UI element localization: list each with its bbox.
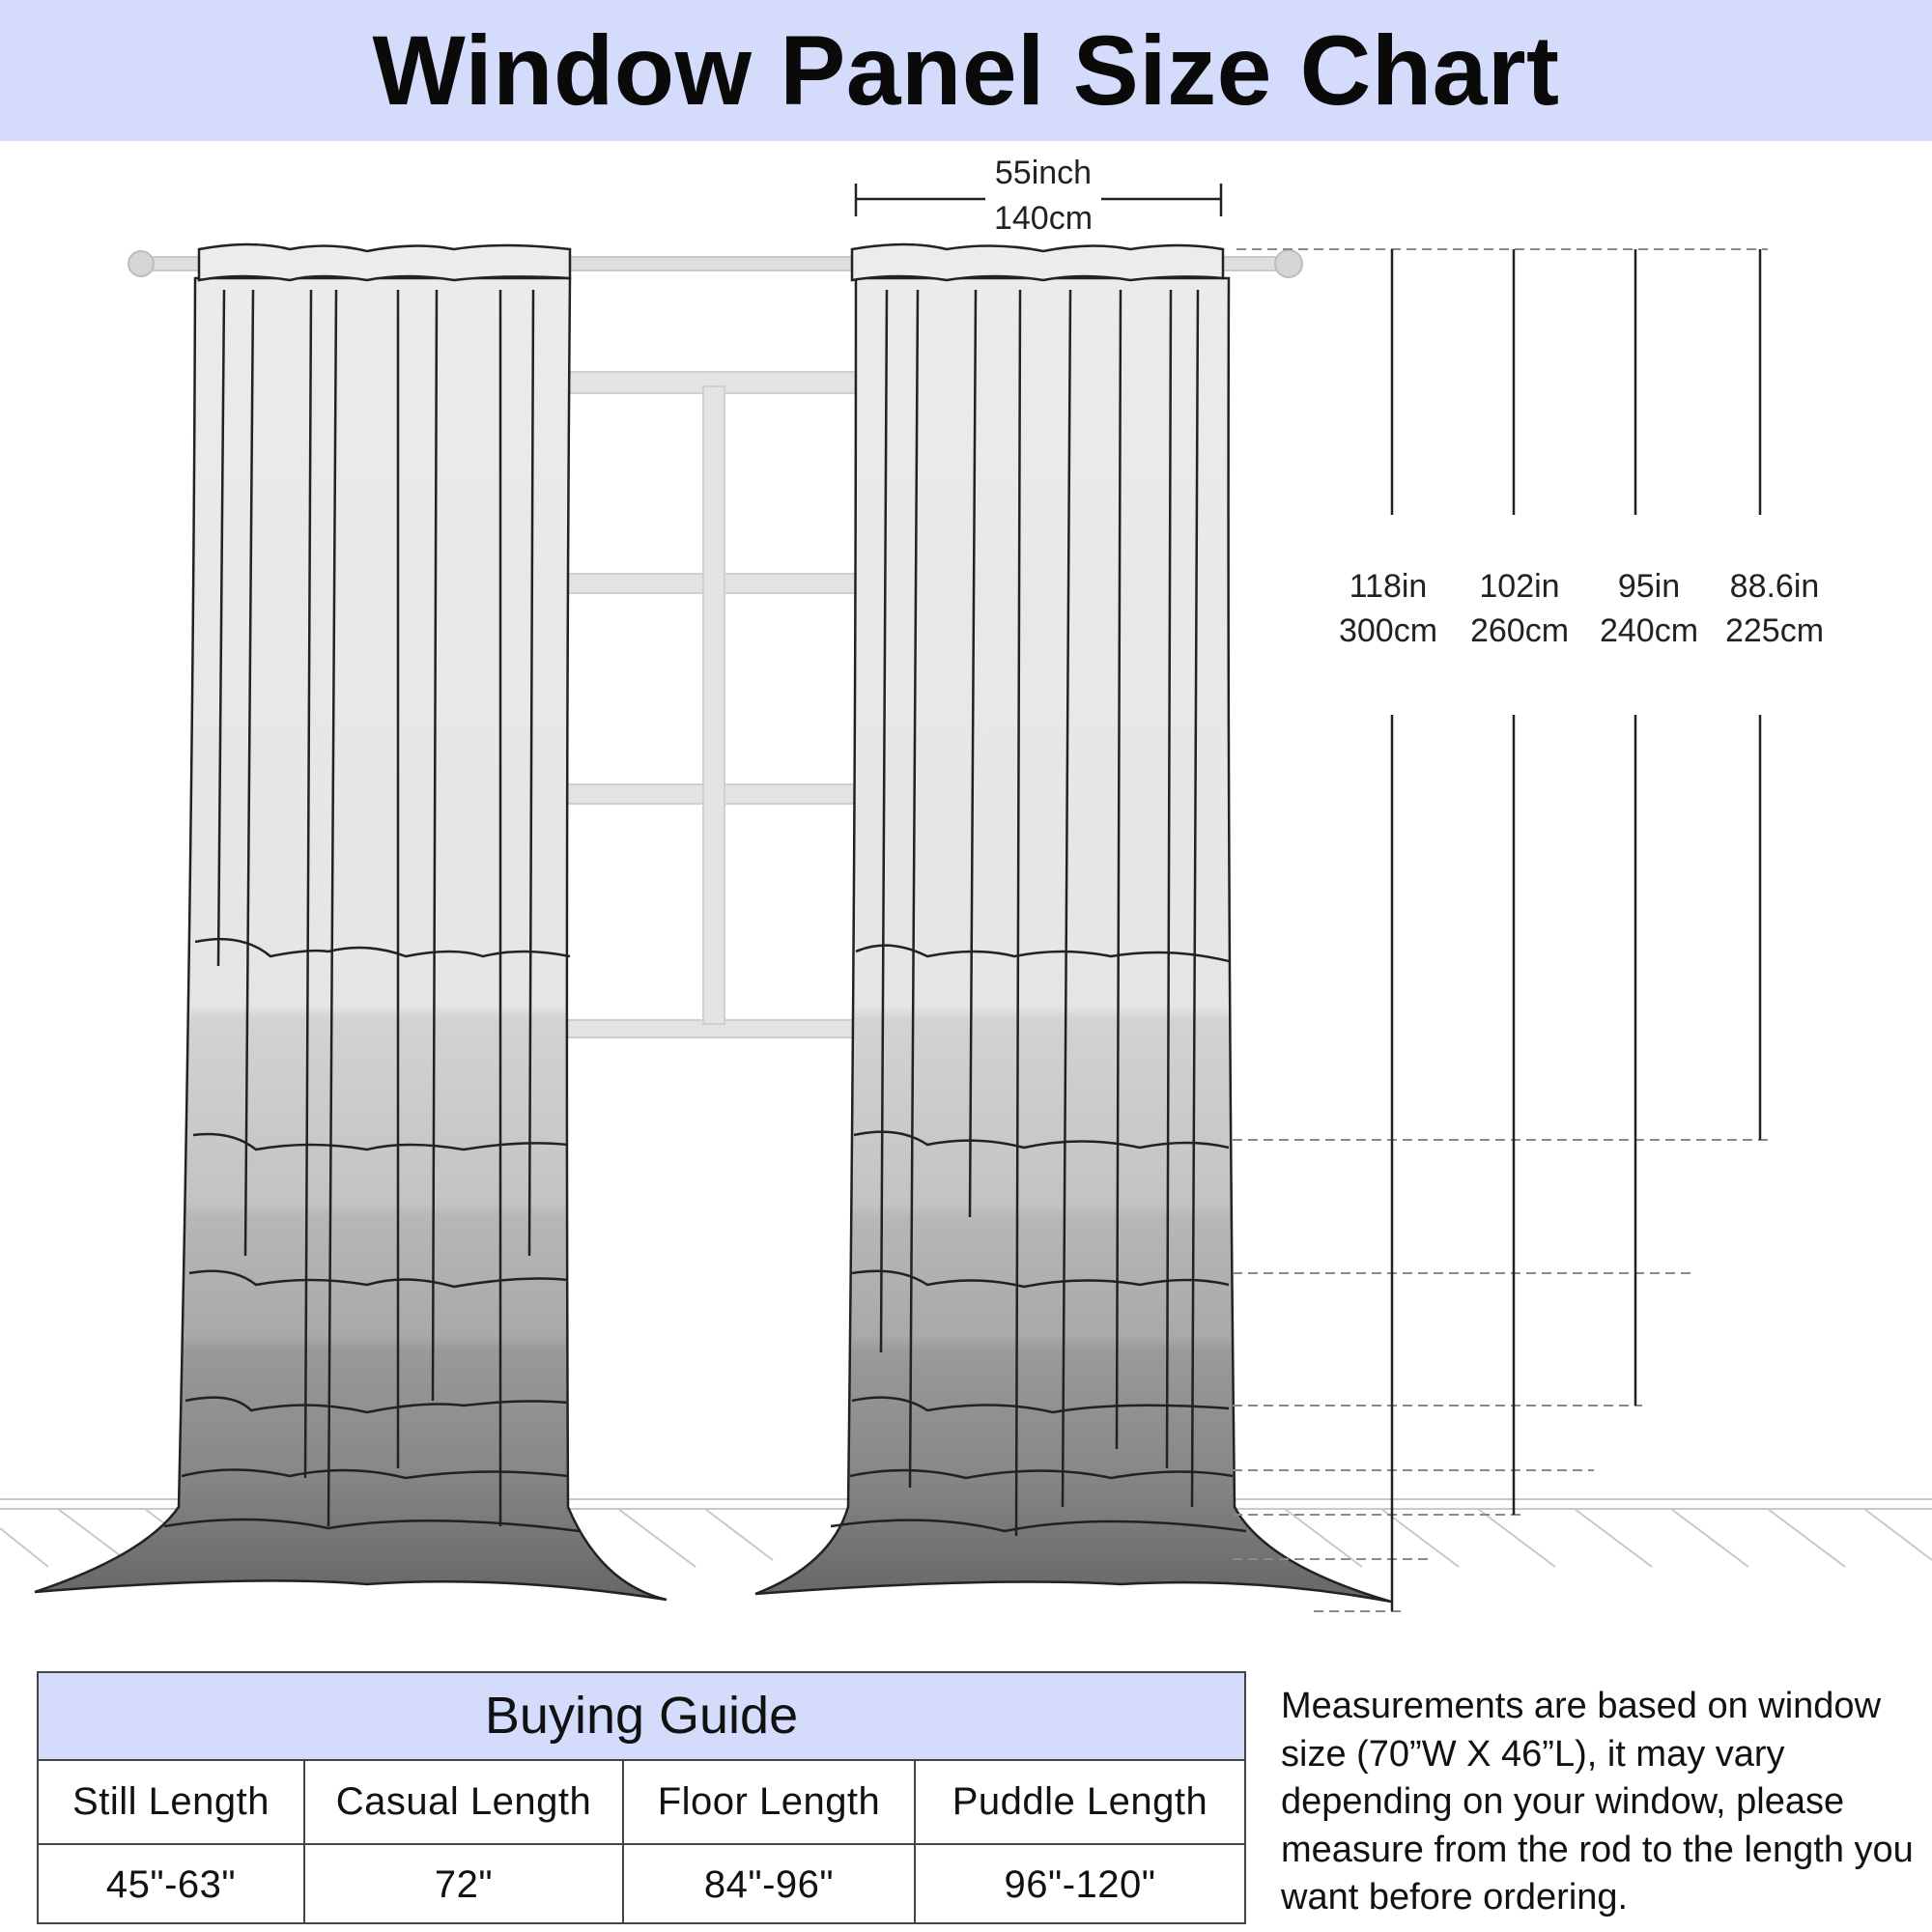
column-header-casual: Casual Length xyxy=(305,1761,624,1843)
panel-width-cm: 140cm xyxy=(993,200,1094,237)
page-title: Window Panel Size Chart xyxy=(372,15,1560,126)
value-casual: 72" xyxy=(305,1845,624,1924)
column-header-floor: Floor Length xyxy=(624,1761,916,1843)
value-floor: 84"-96" xyxy=(624,1845,916,1924)
value-still: 45"-63" xyxy=(39,1845,305,1924)
buying-guide-header-row xyxy=(39,1761,1244,1845)
buying-guide-title: Buying Guide xyxy=(39,1673,1244,1761)
length-label-118 xyxy=(1316,564,1461,653)
length-cm: 225cm xyxy=(1724,612,1825,649)
length-inch: 95in xyxy=(1617,568,1681,605)
length-inch: 88.6in xyxy=(1729,568,1820,605)
panel-width-inch: 55inch xyxy=(994,155,1093,191)
length-label-95 xyxy=(1577,564,1721,653)
length-cm: 260cm xyxy=(1469,612,1570,649)
length-label-102 xyxy=(1447,564,1592,653)
window-frame xyxy=(541,372,869,1037)
dashed-guides xyxy=(1233,249,1768,1611)
value-puddle: 96"-120" xyxy=(1004,1862,1156,1906)
length-dimensions xyxy=(1392,249,1760,1611)
buying-guide-table xyxy=(37,1671,1246,1924)
column-header-puddle: Puddle Length xyxy=(952,1780,1208,1823)
left-curtain xyxy=(35,244,667,1600)
buying-guide-value-row xyxy=(39,1845,1244,1924)
length-inch: 102in xyxy=(1479,568,1560,605)
measurement-note: Measurements are based on window size (70”W X 46”L), it may vary depending on your window, please measure from the rod to the length you want before ordering. xyxy=(1281,1686,1914,1918)
length-label-88-6 xyxy=(1702,564,1847,653)
length-cm: 240cm xyxy=(1599,612,1699,649)
column-header-still: Still Length xyxy=(39,1761,305,1843)
right-curtain xyxy=(755,244,1391,1602)
curtain-illustration xyxy=(0,141,1932,1648)
length-inch: 118in xyxy=(1349,568,1428,605)
length-cm: 300cm xyxy=(1338,612,1438,649)
